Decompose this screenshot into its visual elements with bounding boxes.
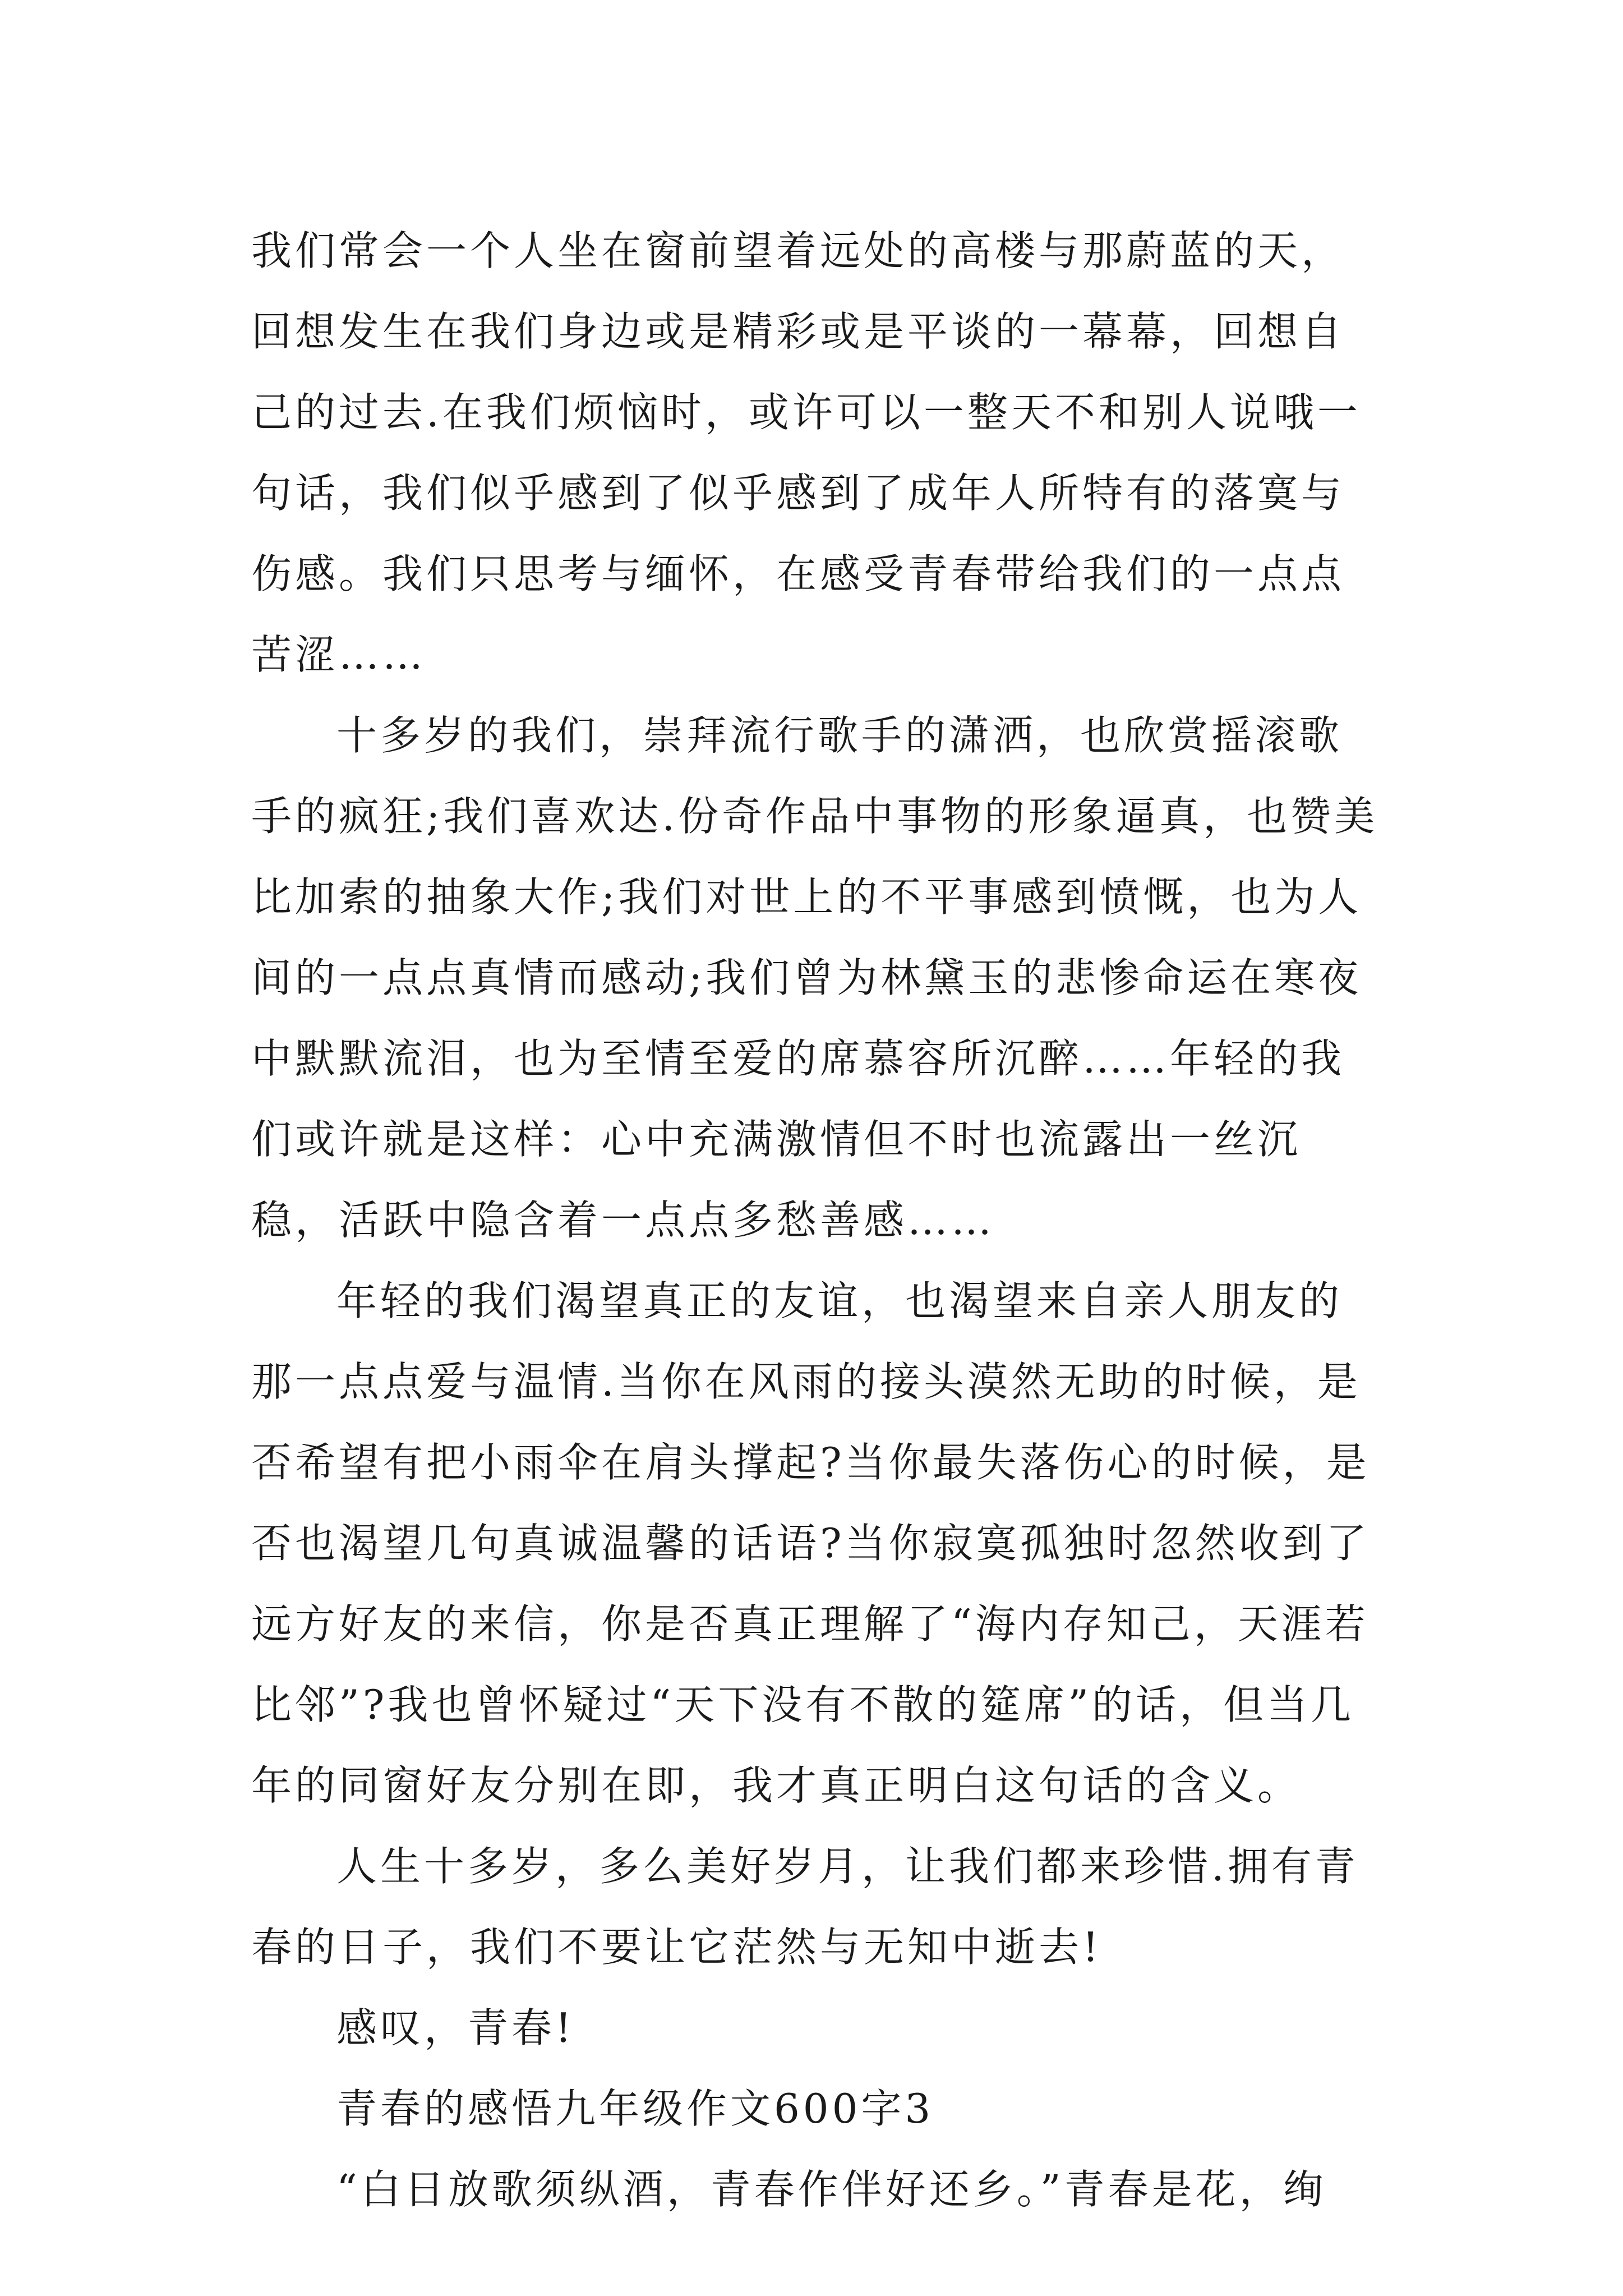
paragraph-6: “白日放歌须纵酒，青春作伴好还乡。”青春是花，绚 bbox=[336, 2166, 1327, 2213]
paragraph-3: 年轻的我们渴望真正的友谊，也渴望来自亲人朋友的那一点点爱与温情.当你在风雨的接头漠然无助的时候，是否希望有把小雨伞在肩头撑起?当你最失落伤心的时候，是否也渴望几句真诚温馨的话语?当你寂寞孤独时忽然收到了远方好友的来信，你是否真正理解了“海内存知己，天涯若比邻”?我也曾怀疑过“天下没有不散的筵席”的话，但当几年的同窗好友分别在即，我才真正明白这句话的含义。 bbox=[251, 1277, 1370, 1809]
paragraph-1: 我们常会一个人坐在窗前望着远处的高楼与那蔚蓝的天，回想发生在我们身边或是精彩或是平谈的一幕幕，回想自己的过去.在我们烦恼时，或许可以一整天不和别人说哦一句话，我们似乎感到了似乎感到了成年人所特有的落寞与伤感。我们只思考与缅怀，在感受青春带给我们的一点点苦涩…… bbox=[251, 227, 1361, 678]
document-body bbox=[251, 210, 1378, 2230]
paragraph-2: 十多岁的我们，崇拜流行歌手的潇洒，也欣赏摇滚歌手的疯狂;我们喜欢达.份奇作品中事物的形象逼真，也赞美比加索的抽象大作;我们对世上的不平事感到愤慨，也为人间的一点点真情而感动;我们曾为林黛玉的悲惨命运在寒夜中默默流泪，也为至情至爱的席慕容所沉醉……年轻的我们或许就是这样：心中充满激情但不时也流露出一丝沉稳，活跃中隐含着一点点多愁善感…… bbox=[251, 712, 1378, 1244]
section-heading: 青春的感悟九年级作文600字3 bbox=[336, 2085, 934, 2132]
paragraph-4: 人生十多岁，多么美好岁月，让我们都来珍惜.拥有青春的日子，我们不要让它茫然与无知中逝去! bbox=[251, 1843, 1359, 1971]
paragraph-5: 感叹，青春! bbox=[336, 2004, 575, 2051]
